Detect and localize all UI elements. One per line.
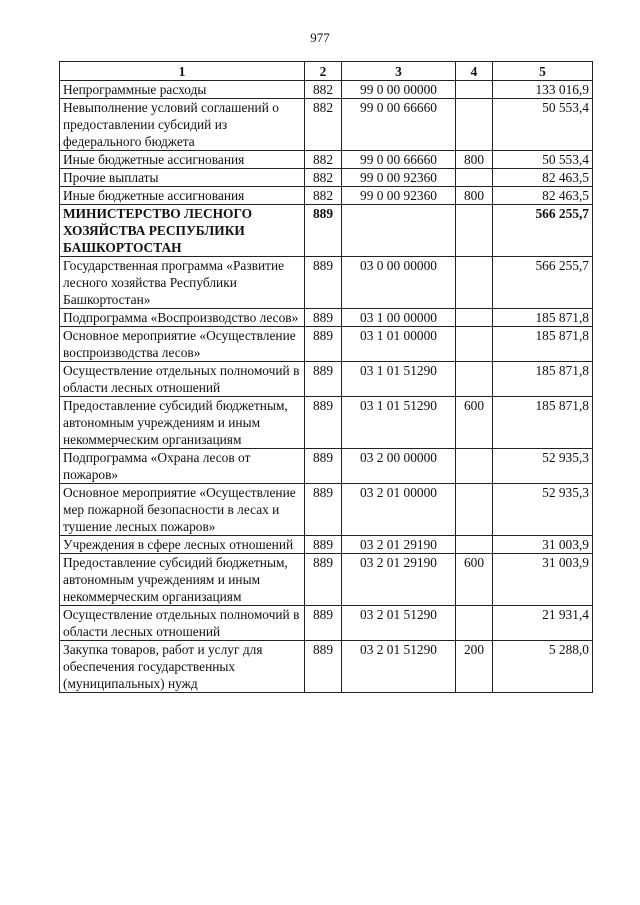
row-expense-type-code: [456, 606, 493, 641]
row-target-article-code: 99 0 00 92360: [342, 187, 456, 205]
row-name: Учреждения в сфере лесных отношений: [60, 536, 305, 554]
table-row: [60, 484, 593, 536]
row-vedomstvo-code: 889: [305, 536, 342, 554]
table-row: [60, 169, 593, 187]
row-target-article-code: 99 0 00 66660: [342, 151, 456, 169]
row-expense-type-code: [456, 257, 493, 309]
table-row: [60, 257, 593, 309]
row-vedomstvo-code: 889: [305, 309, 342, 327]
row-target-article-code: 03 1 01 51290: [342, 362, 456, 397]
row-amount: 185 871,8: [493, 309, 593, 327]
row-name: Государственная программа «Развитие лесного хозяйства Республики Башкортостан»: [60, 257, 305, 309]
table-row: [60, 187, 593, 205]
table-row: [60, 397, 593, 449]
row-amount: 50 553,4: [493, 151, 593, 169]
row-name: Подпрограмма «Охрана лесов от пожаров»: [60, 449, 305, 484]
row-expense-type-code: 200: [456, 641, 493, 693]
column-header-sum: 5: [493, 62, 593, 81]
row-amount: 52 935,3: [493, 484, 593, 536]
row-expense-type-code: [456, 309, 493, 327]
row-target-article-code: 03 1 01 51290: [342, 397, 456, 449]
row-name: Невыполнение условий соглашений о предоставлении субсидий из федерального бюджета: [60, 99, 305, 151]
table-row: [60, 536, 593, 554]
row-target-article-code: [342, 205, 456, 257]
row-vedomstvo-code: 889: [305, 484, 342, 536]
row-target-article-code: 03 2 01 00000: [342, 484, 456, 536]
row-name: Осуществление отдельных полномочий в области лесных отношений: [60, 362, 305, 397]
row-name: Иные бюджетные ассигнования: [60, 187, 305, 205]
row-vedomstvo-code: 882: [305, 151, 342, 169]
row-name: Подпрограмма «Воспроизводство лесов»: [60, 309, 305, 327]
row-target-article-code: 03 1 00 00000: [342, 309, 456, 327]
table-row: [60, 362, 593, 397]
row-expense-type-code: [456, 362, 493, 397]
row-expense-type-code: [456, 205, 493, 257]
row-target-article-code: 03 2 01 51290: [342, 641, 456, 693]
column-header-vr: 4: [456, 62, 493, 81]
row-vedomstvo-code: 889: [305, 554, 342, 606]
table-row: [60, 327, 593, 362]
row-amount: 5 288,0: [493, 641, 593, 693]
row-vedomstvo-code: 882: [305, 169, 342, 187]
page-number: 977: [310, 30, 330, 45]
row-target-article-code: 99 0 00 92360: [342, 169, 456, 187]
table-row: [60, 554, 593, 606]
row-expense-type-code: 600: [456, 397, 493, 449]
row-amount: 21 931,4: [493, 606, 593, 641]
budget-table: [59, 61, 593, 693]
row-name: Предоставление субсидий бюджетным, автономным учреждениям и иным некоммерческим организациям: [60, 397, 305, 449]
table-row: [60, 309, 593, 327]
row-vedomstvo-code: 889: [305, 257, 342, 309]
row-vedomstvo-code: 889: [305, 362, 342, 397]
table-row: [60, 151, 593, 169]
row-vedomstvo-code: 889: [305, 641, 342, 693]
row-target-article-code: 99 0 00 00000: [342, 81, 456, 99]
row-vedomstvo-code: 889: [305, 327, 342, 362]
row-target-article-code: 99 0 00 66660: [342, 99, 456, 151]
row-expense-type-code: 600: [456, 554, 493, 606]
row-expense-type-code: [456, 99, 493, 151]
row-name: Основное мероприятие «Осуществление мер пожарной безопасности в лесах и тушение лесных пожаров»: [60, 484, 305, 536]
row-amount: 566 255,7: [493, 257, 593, 309]
table-row: [60, 641, 593, 693]
row-name: Осуществление отдельных полномочий в области лесных отношений: [60, 606, 305, 641]
row-amount: 185 871,8: [493, 397, 593, 449]
row-amount: 185 871,8: [493, 327, 593, 362]
row-name: Предоставление субсидий бюджетным, автономным учреждениям и иным некоммерческим организациям: [60, 554, 305, 606]
row-amount: 82 463,5: [493, 169, 593, 187]
row-name: Непрограммные расходы: [60, 81, 305, 99]
row-target-article-code: 03 2 01 29190: [342, 554, 456, 606]
table-row: [60, 81, 593, 99]
row-expense-type-code: [456, 484, 493, 536]
row-expense-type-code: [456, 169, 493, 187]
table-row: [60, 99, 593, 151]
table-row: [60, 606, 593, 641]
row-expense-type-code: [456, 327, 493, 362]
row-target-article-code: 03 2 01 29190: [342, 536, 456, 554]
table-row: [60, 449, 593, 484]
row-amount: 133 016,9: [493, 81, 593, 99]
row-target-article-code: 03 2 01 51290: [342, 606, 456, 641]
row-vedomstvo-code: 882: [305, 99, 342, 151]
row-expense-type-code: [456, 449, 493, 484]
row-target-article-code: 03 0 00 00000: [342, 257, 456, 309]
row-name: Иные бюджетные ассигнования: [60, 151, 305, 169]
row-amount: 82 463,5: [493, 187, 593, 205]
row-name: Прочие выплаты: [60, 169, 305, 187]
row-amount: 50 553,4: [493, 99, 593, 151]
row-name: МИНИСТЕРСТВО ЛЕСНОГО ХОЗЯЙСТВА РЕСПУБЛИКИ БАШКОРТОСТАН: [60, 205, 305, 257]
row-vedomstvo-code: 889: [305, 606, 342, 641]
row-vedomstvo-code: 889: [305, 397, 342, 449]
row-target-article-code: 03 2 00 00000: [342, 449, 456, 484]
row-expense-type-code: 800: [456, 187, 493, 205]
row-expense-type-code: [456, 536, 493, 554]
row-amount: 185 871,8: [493, 362, 593, 397]
row-amount: 566 255,7: [493, 205, 593, 257]
row-amount: 31 003,9: [493, 554, 593, 606]
row-expense-type-code: 800: [456, 151, 493, 169]
row-vedomstvo-code: 889: [305, 205, 342, 257]
row-amount: 31 003,9: [493, 536, 593, 554]
column-header-name: 1: [60, 62, 305, 81]
header-row: [60, 62, 593, 81]
row-target-article-code: 03 1 01 00000: [342, 327, 456, 362]
row-vedomstvo-code: 882: [305, 187, 342, 205]
column-header-vedomstvo: 2: [305, 62, 342, 81]
row-vedomstvo-code: 889: [305, 449, 342, 484]
row-vedomstvo-code: 882: [305, 81, 342, 99]
row-name: Основное мероприятие «Осуществление воспроизводства лесов»: [60, 327, 305, 362]
row-expense-type-code: [456, 81, 493, 99]
row-amount: 52 935,3: [493, 449, 593, 484]
column-header-kcsr: 3: [342, 62, 456, 81]
row-name: Закупка товаров, работ и услуг для обеспечения государственных (муниципальных) нужд: [60, 641, 305, 693]
table-row: [60, 205, 593, 257]
